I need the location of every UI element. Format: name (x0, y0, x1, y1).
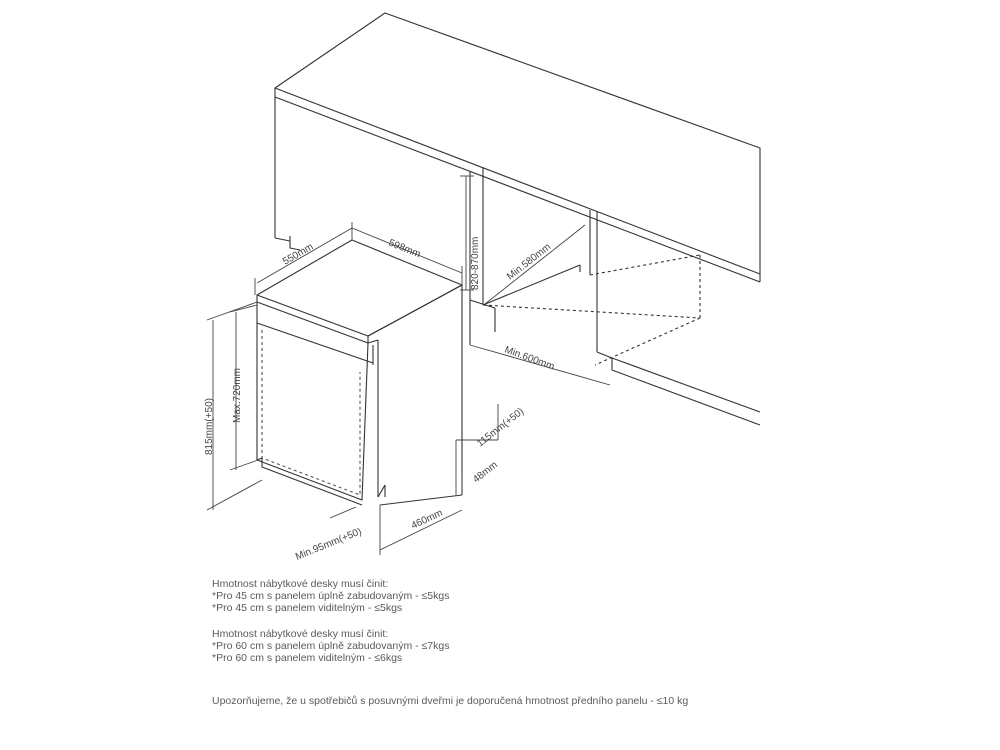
weight-notes (212, 578, 812, 678)
sliding-door-warning: Upozorňujeme, že u spotřebičů s posuvnými dveřmi je doporučená hmotnost předního panelu - ≤10 kg (212, 695, 689, 707)
note-block-60cm (212, 628, 812, 664)
dim-depth-bottom: 460mm (409, 507, 445, 532)
dim-width: 598mm (386, 237, 422, 261)
dim-min-width: Min.580mm (505, 241, 554, 283)
dim-depth: 550mm (281, 241, 316, 268)
note-heading: Hmotnost nábytkové desky musí činit: (212, 628, 389, 640)
note-heading: Hmotnost nábytkové desky musí činit: (212, 578, 389, 590)
note-line: *Pro 60 cm s panelem viditelným - ≤6kgs (212, 652, 403, 664)
dim-max-door: Max.720mm (232, 367, 243, 423)
countertop (275, 13, 760, 282)
dim-plinth-height: 115mm(+50) (475, 406, 527, 450)
dim-min-plinth: Min.95mm(+50) (294, 526, 364, 563)
dim-plinth-depth: 48mm (471, 459, 500, 486)
note-line: *Pro 60 cm s panelem úplně zabudovaným - ≤7kgs (212, 640, 450, 652)
note-line: *Pro 45 cm s panelem viditelným - ≤5kgs (212, 602, 403, 614)
dim-min-opening: Min.600mm (502, 344, 556, 373)
door-dashed-outline (262, 330, 360, 495)
note-line: *Pro 45 cm s panelem úplně zabudovaným - ≤5kgs (212, 590, 450, 602)
left-cabinet (275, 97, 300, 250)
note-block-45cm (212, 578, 812, 614)
dim-total-height: 815mm(+50) (204, 398, 215, 455)
dim-cabinet-height: 820-870mm (470, 236, 481, 290)
